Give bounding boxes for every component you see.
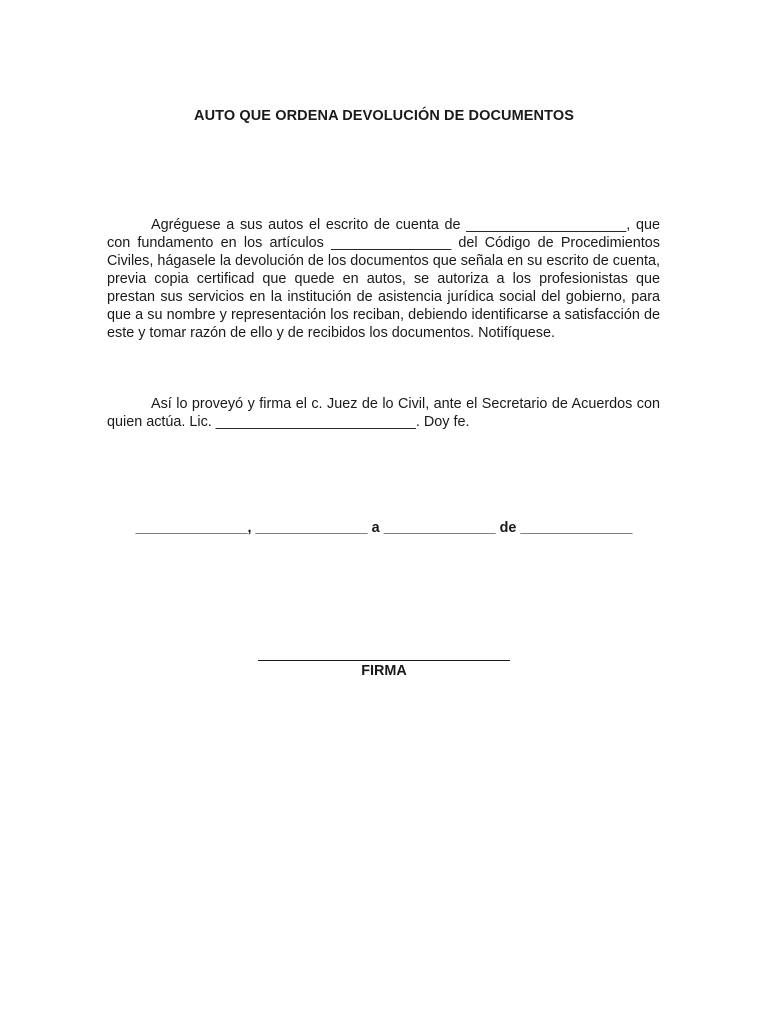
signature-label: FIRMA [361,663,407,679]
body-paragraph-2: Así lo proveyó y firma el c. Juez de lo Civil, ante el Secretario de Acuerdos con quien actúa. Lic. _________________________. Doy fe. [107,396,660,430]
place-date-line: ______________, ______________ a ______________ de ______________ [135,520,633,536]
document-title: AUTO QUE ORDENA DEVOLUCIÓN DE DOCUMENTOS [194,108,574,124]
body-paragraph-1: Agréguese a sus autos el escrito de cuenta de ____________________, que con fundamento en los artículos _______________ del Código de Procedimientos Civiles, hágasele la devolución de los documentos que señala en su escrito de cuenta, previa copia certificad que quede en autos, se autoriza a los profesionistas que prestan sus servicios en la institución de asistencia jurídica social del gobierno, para que a su nombre y representación los reciban, debiendo identificarse a satisfacción de este y tomar razón de ello y de recibidos los documentos. Notifíquese. [107,217,660,341]
signature-line [258,660,510,661]
